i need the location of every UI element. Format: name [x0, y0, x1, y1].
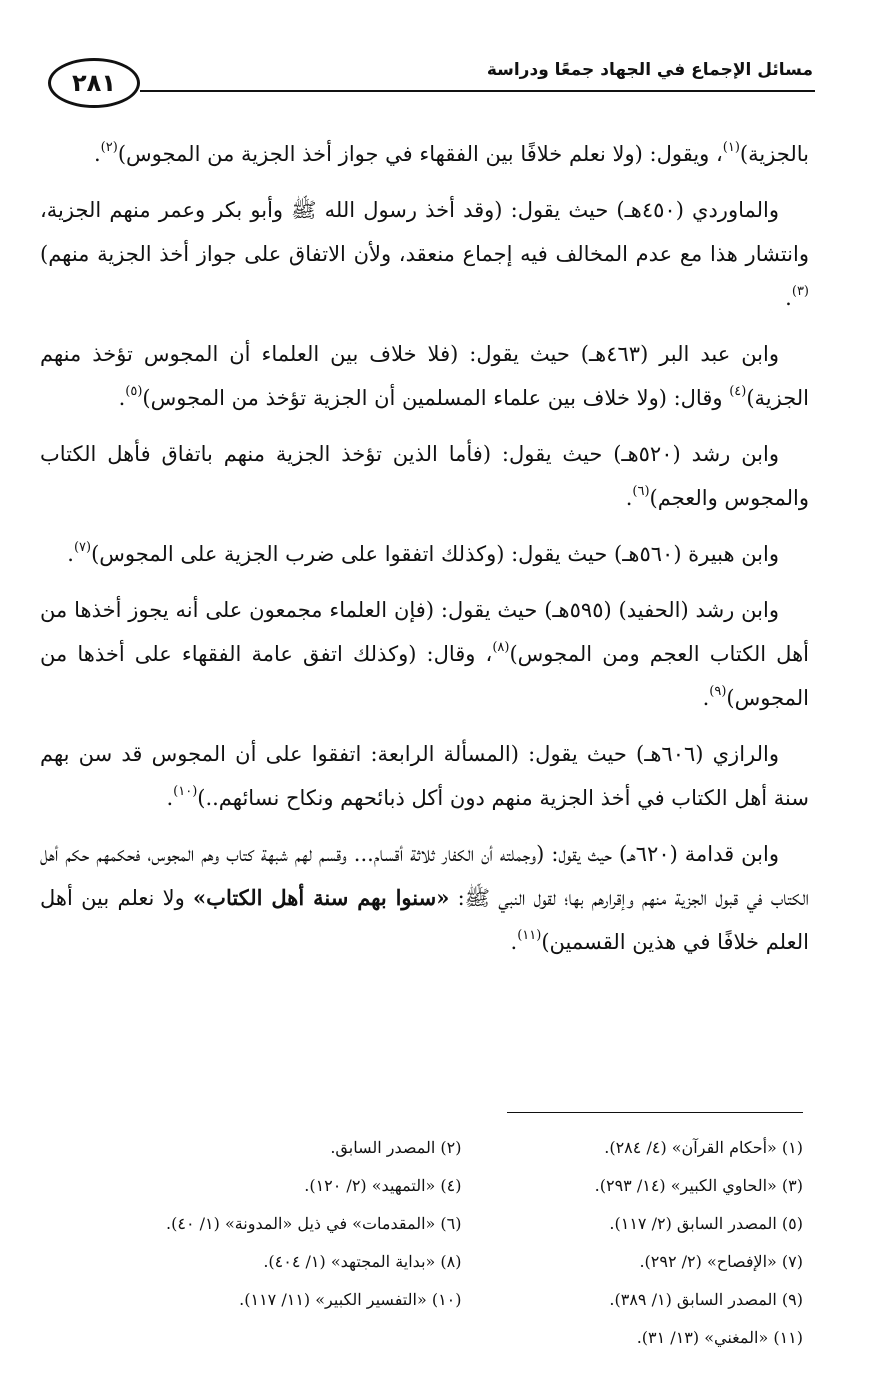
footnote: (٣) «الحاوي الكبير» (١٤/ ٢٩٣). — [594, 1175, 803, 1195]
footnote-row — [120, 1128, 803, 1166]
footnote: (٥) المصدر السابق (٢/ ١١٧). — [609, 1213, 803, 1233]
footnote-row — [120, 1166, 803, 1204]
footnote: (١٠) «التفسير الكبير» (١١/ ١١٧). — [239, 1289, 462, 1309]
footnote-row — [120, 1318, 803, 1356]
paragraph: والماوردي (٤٥٠هـ) حيث يقول: (وقد أخذ رسول الله ﷺ وأبو بكر وعمر منهم الجزية، وانتشار هذا مع عدم المخالف فيه إجماع منعقد، ولأن الاتفاق على جواز أخذ الجزية منهم)$^{(٣)}$. — [40, 198, 809, 310]
footnote: (٧) «الإفصاح» (٢/ ٢٩٢). — [639, 1251, 803, 1271]
running-header-title: مسائل الإجماع في الجهاد جمعًا ودراسة — [486, 60, 813, 80]
paragraph: والرازي (٦٠٦هـ) حيث يقول: (المسألة الرابعة: اتفقوا على أن المجوس قد سن بهم سنة أهل الكتاب في أخذ الجزية منهم دون أكل ذبائحهم ونكاح نسائهم..)$^{(١٠)}$. — [40, 742, 809, 810]
footnote-row — [120, 1280, 803, 1318]
paragraph: بالجزية)$^{(١)}$، ويقول: (ولا نعلم خلافًا بين الفقهاء في جواز أخذ الجزية من المجوس)$^{(٢)}$. — [93, 140, 809, 166]
footnote: (١) «أحكام القرآن» (٤/ ٢٨٤). — [604, 1137, 803, 1157]
paragraph: وابن هبيرة (٥٦٠هـ) حيث يقول: (وكذلك اتفقوا على ضرب الجزية على المجوس)$^{(٧)}$. — [67, 540, 779, 566]
footnote: (٢) المصدر السابق. — [330, 1137, 462, 1157]
footnote-separator — [507, 1112, 803, 1113]
paragraph: وابن قدامة (٦٢٠هـ) حيث يقول: (وجملته أن الكفار ثلاثة أقسام... وقسم لهم شبهة كتاب وهم المجوس، فحكمهم حكم أهل الكتاب في قبول الجزية منهم وإقرارهم بها؛ لقول النبي ﷺ: «سنوا بهم سنة أهل الكتاب» ولا نعلم بين أهل العلم خلافًا في هذين القسمين)$^{(١١)}$. — [40, 842, 809, 954]
footnote-row — [120, 1242, 803, 1280]
paragraph: وابن رشد (الحفيد) (٥٩٥هـ) حيث يقول: (فإن العلماء مجمعون على أنه يجوز أخذها من أهل الكتاب العجم ومن المجوس)$^{(٨)}$، وقال: (وكذلك اتفق عامة الفقهاء على أخذها من المجوس)$^{(٩)}$. — [40, 598, 809, 710]
paragraph: وابن رشد (٥٢٠هـ) حيث يقول: (فأما الذين تؤخذ الجزية منهم باتفاق فأهل الكتاب والمجوس والعجم)$^{(٦)}$. — [40, 442, 809, 510]
page-number: ٢٨١ — [72, 69, 116, 97]
footnote: (٦) «المقدمات» في ذيل «المدونة» (١/ ٤٠). — [166, 1213, 462, 1233]
header-rule — [140, 90, 815, 92]
paragraph: وابن عبد البر (٤٦٣هـ) حيث يقول: (فلا خلاف بين العلماء أن المجوس تؤخذ منهم الجزية)$^{(٤)}$ وقال: (ولا خلاف بين علماء المسلمين أن الجزية تؤخذ من المجوس)$^{(٥)}$. — [40, 342, 809, 410]
footnotes — [120, 1128, 803, 1356]
footnote: (١١) «المغني» (١٣/ ٣١). — [636, 1327, 803, 1347]
footnote-row — [120, 1204, 803, 1242]
footnote: (٤) «التمهيد» (٢/ ١٢٠). — [304, 1175, 462, 1195]
footnote: (٨) «بداية المجتهد» (١/ ٤٠٤). — [263, 1251, 462, 1271]
main-text — [40, 132, 809, 976]
page-number-badge — [48, 58, 140, 108]
footnote: (٩) المصدر السابق (١/ ٣٨٩). — [609, 1289, 803, 1309]
